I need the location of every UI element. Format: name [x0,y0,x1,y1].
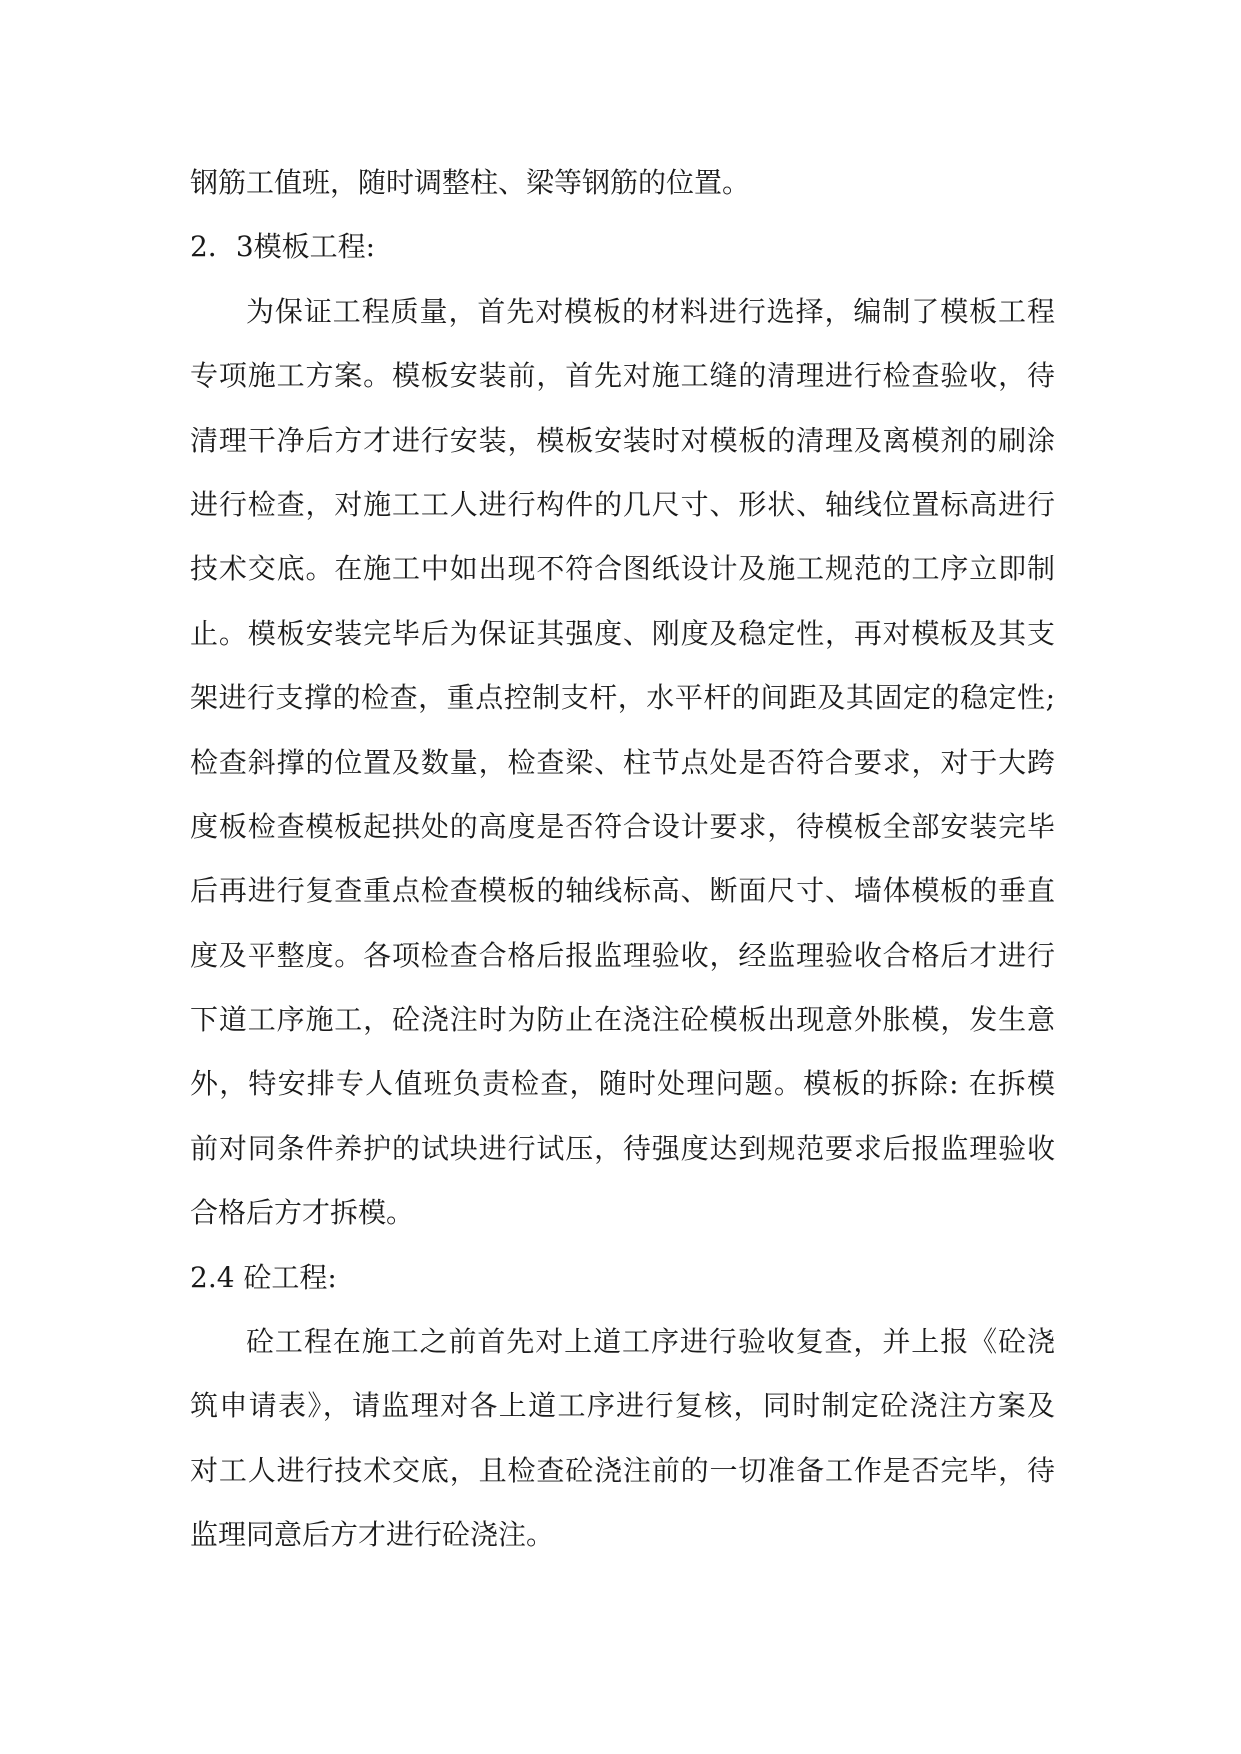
paragraph-line: 砼工程在施工之前首先对上道工序进行验收复查，并上报《砼浇 [246,1325,1055,1359]
paragraph-line: 专项施工方案。模板安装前，首先对施工缝的清理进行检查验收，待 [190,359,1055,393]
paragraph-line: 止。模板安装完毕后为保证其强度、刚度及稳定性，再对模板及其支 [190,616,1055,650]
paragraph-line: 外，特安排专人值班负责检查，随时处理问题。模板的拆除: 在拆模 [190,1067,1055,1101]
paragraph-line: 为保证工程质量，首先对模板的材料进行选择，编制了模板工程 [246,294,1055,328]
paragraph-line: 度板检查模板起拱处的高度是否符合设计要求，待模板全部安装完毕 [190,809,1055,843]
paragraph-line: 清理干净后方才进行安装，模板安装时对模板的清理及离模剂的刷涂 [190,423,1055,457]
paragraph-line: 监理同意后方才进行砼浇注。 [190,1518,555,1552]
paragraph-line: 架进行支撑的检查，重点控制支杆，水平杆的间距及其固定的稳定性; [190,681,1055,715]
paragraph-line: 下道工序施工，砼浇注时为防止在浇注砼模板出现意外胀模，发生意 [190,1003,1055,1037]
paragraph-line: 进行检查，对施工工人进行构件的几尺寸、形状、轴线位置标高进行 [190,487,1055,521]
paragraph-line: 技术交底。在施工中如出现不符合图纸设计及施工规范的工序立即制 [190,552,1055,586]
paragraph-line: 筑申请表》，请监理对各上道工序进行复核，同时制定砼浇注方案及 [190,1389,1055,1423]
paragraph-line: 前对同条件养护的试块进行试压，待强度达到规范要求后报监理验收 [190,1131,1055,1165]
section-2-4-paragraph [190,1310,1055,1568]
paragraph-line: 对工人进行技术交底，且检查砼浇注前的一切准备工作是否完毕，待 [190,1453,1055,1487]
section-2-3-paragraph [190,280,1055,1246]
paragraph-line: 检查斜撑的位置及数量，检查梁、柱节点处是否符合要求，对于大跨 [190,745,1055,779]
paragraph-line: 后再进行复查重点检查模板的轴线标高、断面尺寸、墙体模板的垂直 [190,874,1055,908]
section-heading-2-3: 2．3模板工程: [190,230,376,264]
section-heading-2-4: 2.4 砼工程: [190,1260,337,1294]
continuation-line: 钢筋工值班，随时调整柱、梁等钢筋的位置。 [190,166,751,199]
paragraph-line: 合格后方才拆模。 [190,1196,415,1230]
document-body [190,151,1055,1568]
paragraph-line: 度及平整度。各项检查合格后报监理验收，经监理验收合格后才进行 [190,938,1055,972]
